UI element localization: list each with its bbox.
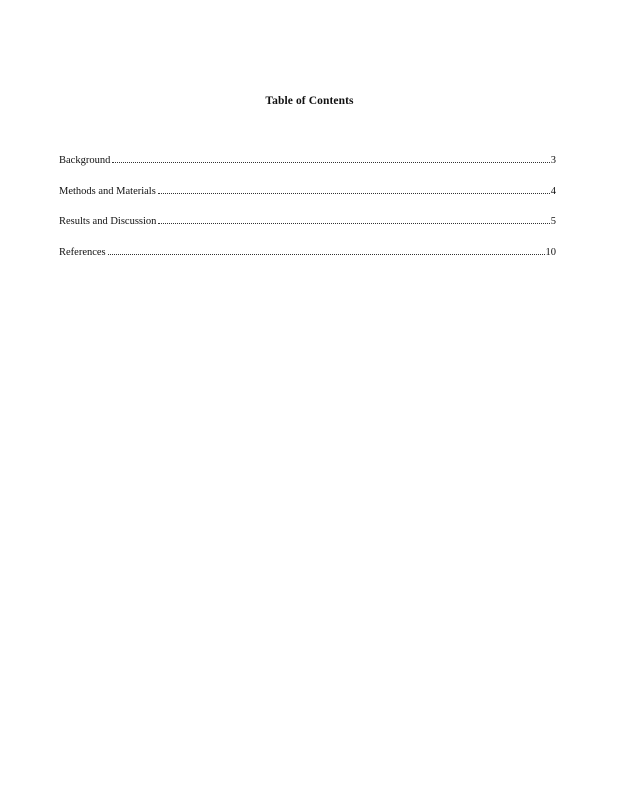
dot-leader: [112, 162, 549, 163]
toc-entry-results-and-discussion: [59, 215, 556, 246]
toc-entry-page: 3: [550, 155, 556, 166]
toc-title: Table of Contents: [265, 95, 354, 107]
dot-leader: [158, 223, 549, 224]
toc-entry-label: References: [59, 246, 106, 258]
toc-entry-label: Background: [59, 155, 111, 166]
toc-entry-references: [59, 246, 556, 277]
dot-leader: [108, 254, 545, 255]
toc-entry-label: Methods and Materials: [59, 185, 156, 197]
toc-list: [59, 154, 556, 276]
dot-leader: [158, 193, 550, 194]
toc-entry-page: 5: [550, 216, 556, 227]
toc-entry-background: [59, 154, 556, 185]
toc-entry-label: Results and Discussion: [59, 216, 157, 227]
toc-entry-page: 4: [550, 185, 556, 197]
toc-entry-methods-and-materials: [59, 185, 556, 216]
toc-entry-page: 10: [545, 246, 556, 258]
